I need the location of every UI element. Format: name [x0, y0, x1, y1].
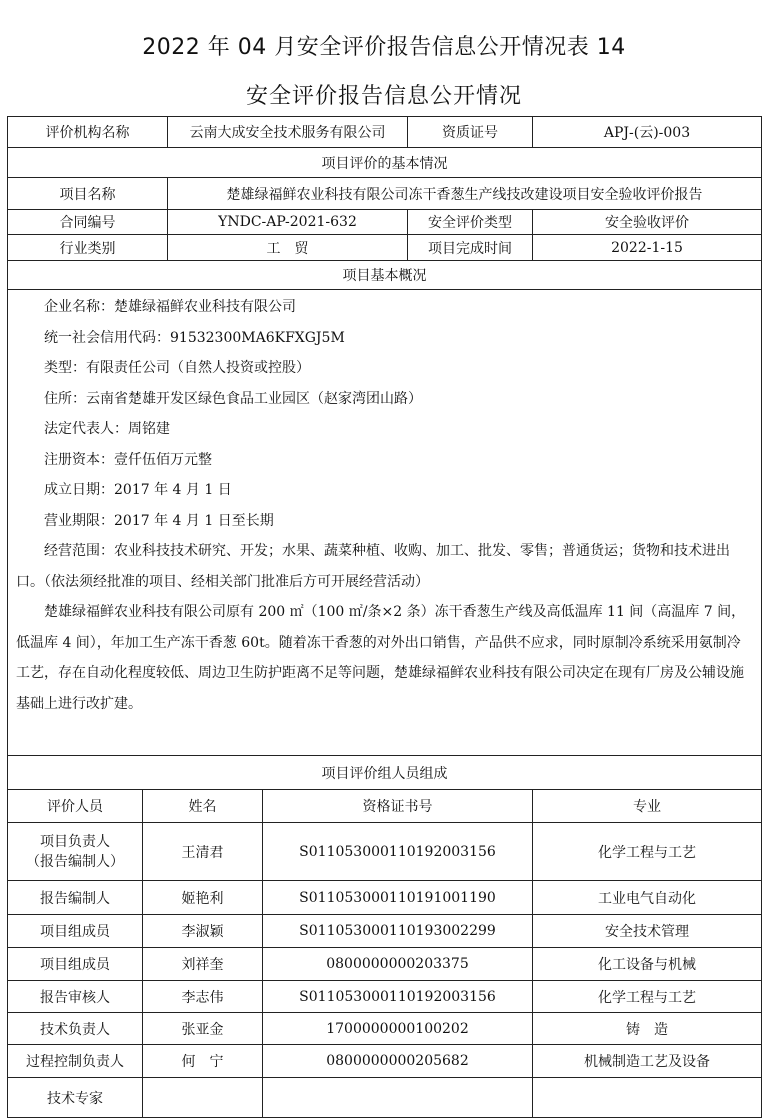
member-role: 技术专家 — [8, 1078, 143, 1118]
registered-capital-line: 注册资本：壹仟伍佰万元整 — [44, 451, 212, 468]
project-name-value: 楚雄绿福鲜农业科技有限公司冻干香葱生产线技改建设项目安全验收评价报告 — [168, 178, 762, 210]
member-major: 工业电气自动化 — [533, 881, 762, 915]
member-name: 何 宁 — [143, 1045, 263, 1078]
table-row — [8, 981, 762, 1013]
table-row — [8, 1013, 762, 1045]
page-subtitle: 安全评价报告信息公开情况 — [245, 84, 522, 109]
cert-value: APJ-(云)-003 — [533, 117, 762, 148]
member-name: 李志伟 — [143, 981, 263, 1013]
contract-value: YNDC-AP-2021-632 — [168, 210, 408, 235]
member-name: 刘祥奎 — [143, 948, 263, 981]
member-cert: S011053000110192003156 — [263, 981, 533, 1013]
project-background-paragraph: 楚雄绿福鲜农业科技有限公司原有 200 ㎡（100 ㎡/条×2 条）冻干香葱生产线及高低温库 11 间（高温库 7 间，低温库 4 间），年加工生产冻干香葱 60t。随着冻干香葱的对外出口销售，产品供不应求，同时原制冷系统采用氨制冷工艺，存在自动化程度较低、周边卫生防护距离不足等问题，楚雄绿福鲜农业科技有限公司决定在现有厂房及公辅设施基础上进行改扩建。 — [16, 604, 746, 712]
member-cert: 1700000000100202 — [263, 1013, 533, 1045]
team-header-role: 评价人员 — [8, 790, 143, 823]
overview-body — [8, 290, 762, 756]
founding-date-line: 成立日期：2017 年 4 月 1 日 — [44, 482, 232, 498]
member-cert: 0800000000203375 — [263, 948, 533, 981]
business-scope-paragraph: 经营范围：农业科技技术研究、开发；水果、蔬菜种植、收购、加工、批发、零售；普通货运；货物和技术进出口。（依法须经批准的项目、经相关部门批准后方可开展经营活动） — [16, 543, 730, 590]
member-major: 机械制造工艺及设备 — [533, 1045, 762, 1078]
member-role: 项目组成员 — [8, 948, 143, 981]
member-name: 张亚金 — [143, 1013, 263, 1045]
eval-type-value: 安全验收评价 — [533, 210, 762, 235]
member-cert — [263, 1078, 533, 1118]
member-name: 王清君 — [143, 823, 263, 881]
table-row — [8, 823, 762, 881]
member-role: 报告审核人 — [8, 981, 143, 1013]
address-line: 住所：云南省楚雄开发区绿色食品工业园区（赵家湾团山路） — [44, 390, 422, 407]
member-major: 铸 造 — [533, 1013, 762, 1045]
member-name: 姬艳利 — [143, 881, 263, 915]
member-role: 技术负责人 — [8, 1013, 143, 1045]
member-major: 化学工程与工艺 — [533, 981, 762, 1013]
industry-value: 工 贸 — [168, 235, 408, 261]
eval-type-label: 安全评价类型 — [408, 210, 533, 235]
overview-section-header: 项目基本概况 — [8, 261, 762, 290]
table-row — [8, 1078, 762, 1118]
company-name-line: 企业名称：楚雄绿福鲜农业科技有限公司 — [44, 299, 296, 315]
member-cert: S011053000110193002299 — [263, 915, 533, 948]
completion-value: 2022-1-15 — [533, 235, 762, 261]
member-cert: 0800000000205682 — [263, 1045, 533, 1078]
team-header-cert: 资格证书号 — [263, 790, 533, 823]
disclosure-table — [7, 116, 762, 1118]
credit-code-line: 统一社会信用代码：91532300MA6KFXGJ5M — [44, 329, 345, 346]
legal-rep-line: 法定代表人：周铭建 — [44, 421, 170, 437]
contract-label: 合同编号 — [8, 210, 168, 235]
completion-label: 项目完成时间 — [408, 235, 533, 261]
member-cert: S011053000110192003156 — [263, 823, 533, 881]
project-name-label: 项目名称 — [8, 178, 168, 210]
table-row — [8, 881, 762, 915]
team-header-name: 姓名 — [143, 790, 263, 823]
member-name — [143, 1078, 263, 1118]
member-role: 项目组成员 — [8, 915, 143, 948]
business-term-line: 营业期限：2017 年 4 月 1 日至长期 — [44, 512, 274, 529]
member-major: 安全技术管理 — [533, 915, 762, 948]
table-row — [8, 915, 762, 948]
org-value: 云南大成安全技术服务有限公司 — [168, 117, 408, 148]
org-label: 评价机构名称 — [8, 117, 168, 148]
table-row — [8, 1045, 762, 1078]
industry-label: 行业类别 — [8, 235, 168, 261]
team-header-major: 专业 — [533, 790, 762, 823]
team-section-header: 项目评价组人员组成 — [8, 756, 762, 790]
member-role: 项目负责人 （报告编制人） — [8, 823, 143, 881]
member-major: 化工设备与机械 — [533, 948, 762, 981]
member-role: 过程控制负责人 — [8, 1045, 143, 1078]
table-row — [8, 948, 762, 981]
member-major — [533, 1078, 762, 1118]
page-title: 2022 年 04 月安全评价报告信息公开情况表 14 — [142, 35, 626, 60]
basic-section-header: 项目评价的基本情况 — [8, 148, 762, 178]
member-major: 化学工程与工艺 — [533, 823, 762, 881]
member-role: 报告编制人 — [8, 881, 143, 915]
member-name: 李淑颖 — [143, 915, 263, 948]
cert-label: 资质证号 — [408, 117, 533, 148]
member-cert: S011053000110191001190 — [263, 881, 533, 915]
company-type-line: 类型：有限责任公司（自然人投资或控股） — [44, 360, 310, 376]
